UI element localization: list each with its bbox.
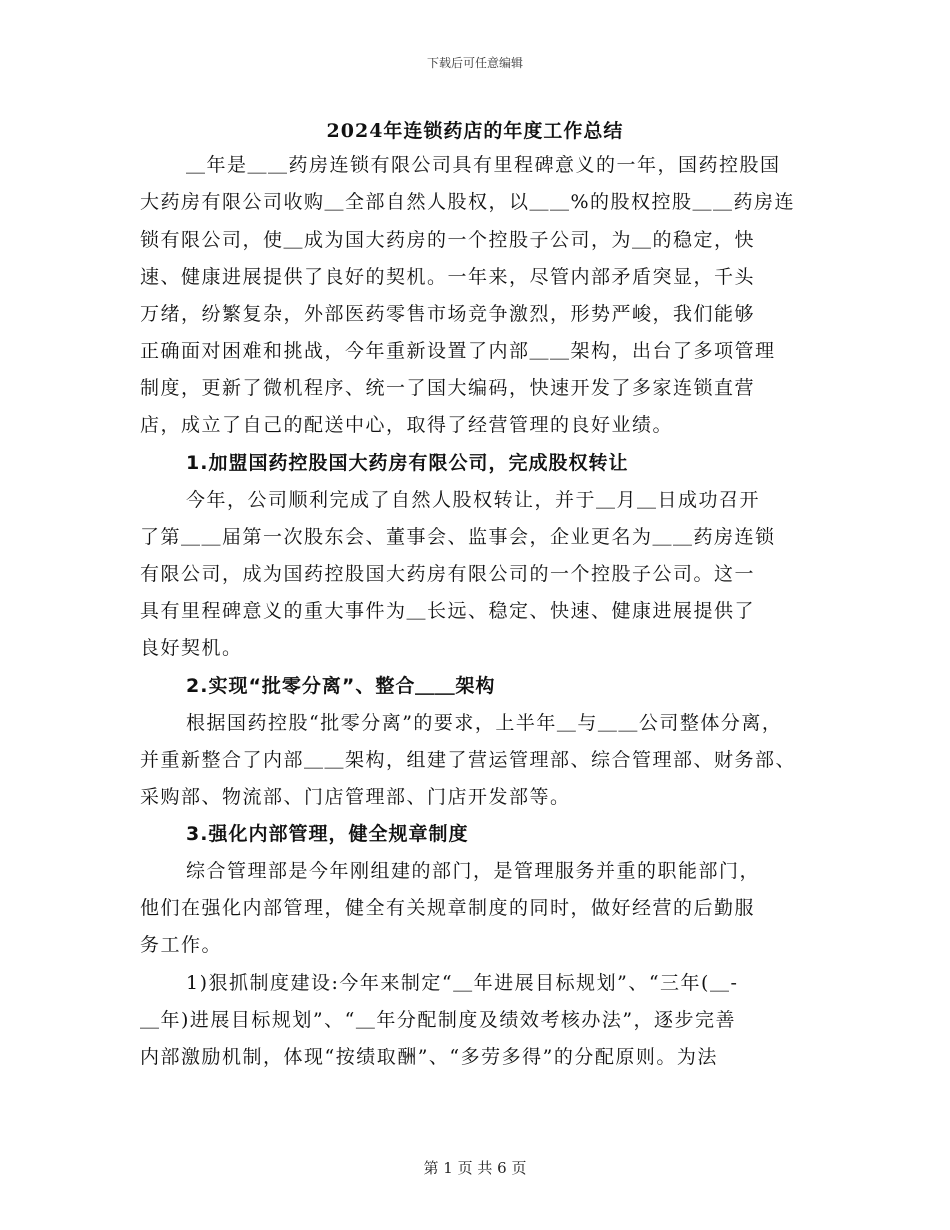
paragraph-line: 良好契机。 [140,637,243,659]
page-number: 第 1 页 共 6 页 [423,1159,527,1177]
paragraph-line: 综合管理部是今年刚组建的部门，是管理服务并重的职能部门， [186,860,761,882]
paragraph-line: 今年，公司顺利完成了自然人股权转让，并于＿月＿日成功召开 [186,489,761,511]
paragraph-line: 锁有限公司，使＿成为国大药房的一个控股子公司，为＿的稳定，快 [140,229,756,251]
section-heading: 2.实现“批零分离”、整合＿＿架构 [186,675,496,697]
paragraph-line: ＿年)进展目标规划”、“＿年分配制度及绩效考核办法”，逐步完善 [140,1009,737,1031]
paragraph-line: 具有里程碑意义的重大事件为＿长远、稳定、快速、健康进展提供了 [140,600,756,622]
paragraph-line: ＿年是＿＿药房连锁有限公司具有里程碑意义的一年，国药控股国 [186,154,781,176]
paragraph-line: 内部激励机制，体现“按绩取酬”、“多劳多得”的分配原则。为法 [140,1046,718,1068]
paragraph-line: 万绪，纷繁复杂，外部医药零售市场竞争激烈，形势严峻，我们能够 [140,303,756,325]
paragraph-line: 店，成立了自己的配送中心，取得了经营管理的良好业绩。 [140,414,674,436]
paragraph-line: 1)狠抓制度建设:今年来制定“＿年进展目标规划”、“三年(＿- [186,972,739,994]
section-heading: 3.强化内部管理，健全规章制度 [186,823,469,845]
paragraph-line: 采购部、物流部、门店管理部、门店开发部等。 [140,786,571,808]
paragraph-line: 并重新整合了内部＿＿架构，组建了营运管理部、综合管理部、财务部、 [140,749,797,771]
paragraph-line: 根据国药控股“批零分离”的要求，上半年＿与＿＿公司整体分离， [186,712,783,734]
paragraph-line: 务工作。 [140,934,223,956]
paragraph-line: 大药房有限公司收购＿全部自然人股权，以＿＿%的股权控股＿＿药房连 [140,191,796,213]
paragraph-line: 速、健康进展提供了良好的契机。一年来，尽管内部矛盾突显，千头 [140,266,756,288]
page-header: 下载后可任意编辑 [426,56,523,70]
paragraph-line: 制度，更新了微机程序、统一了国大编码，快速开发了多家连锁直营 [140,377,756,399]
section-heading: 1.加盟国药控股国大药房有限公司，完成股权转让 [186,452,629,474]
paragraph-line: 正确面对困难和挑战，今年重新设置了内部＿＿架构，出台了多项管理 [140,340,776,362]
document-title: 2024年连锁药店的年度工作总结 [326,120,624,142]
paragraph-line: 他们在强化内部管理，健全有关规章制度的同时，做好经营的后勤服 [140,897,756,919]
paragraph-line: 有限公司，成为国药控股国大药房有限公司的一个控股子公司。这一 [140,563,756,585]
paragraph-line: 了第＿＿届第一次股东会、董事会、监事会，企业更名为＿＿药房连锁 [140,526,776,548]
